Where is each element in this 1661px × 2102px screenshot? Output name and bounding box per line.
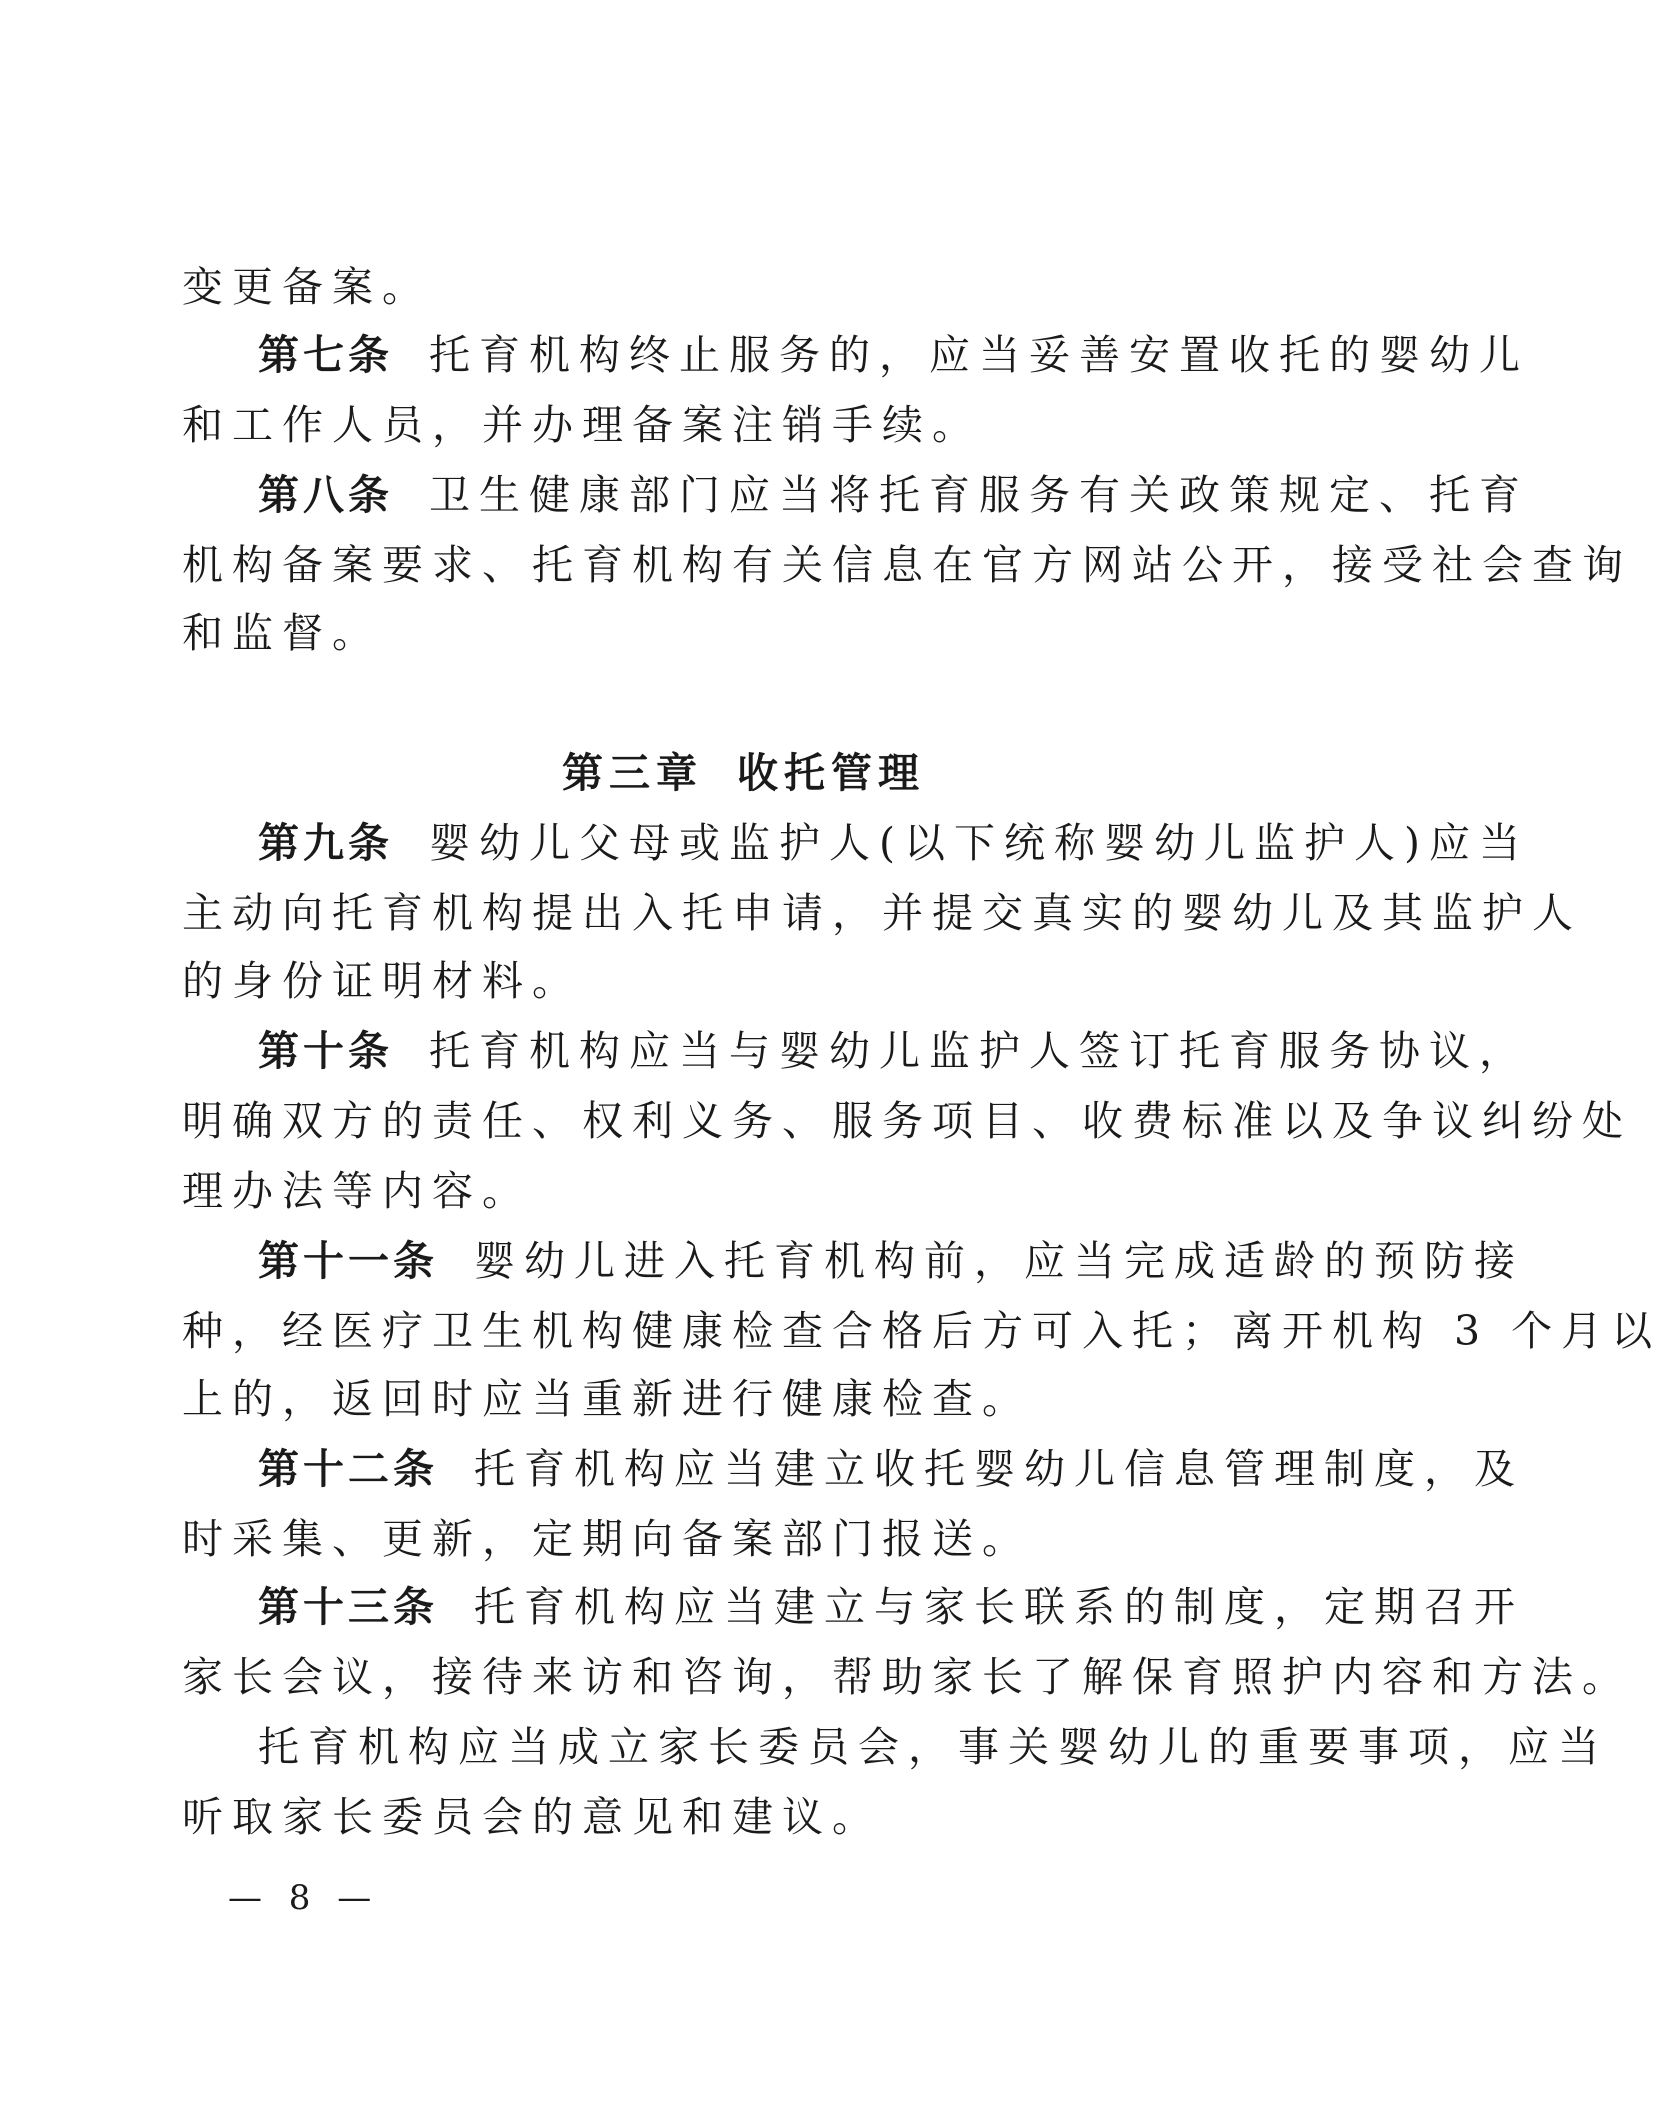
- line-text: 明确双方的责任、权利义务、服务项目、收费标准以及争议纠纷处: [182, 1097, 1632, 1145]
- body-line: [182, 540, 1632, 590]
- line-text: 的身份证明材料。: [182, 957, 582, 1005]
- page-number: — 8 —: [228, 1878, 380, 1918]
- chapter-heading: [0, 748, 1487, 798]
- line-text: 家长会议，接待来访和咨询，帮助家长了解保育照护内容和方法。: [182, 1653, 1632, 1701]
- chapter-number: 第三章: [562, 749, 703, 797]
- line-text: 变更备案。: [182, 263, 432, 311]
- body-line: [182, 1652, 1632, 1702]
- article-11-line: [258, 1236, 1524, 1286]
- body-line: [182, 1306, 1661, 1356]
- line-text: 和工作人员，并办理备案注销手续。: [182, 401, 982, 449]
- line-text: 托育机构应当与婴幼儿监护人签订托育服务协议，: [429, 1027, 1529, 1075]
- body-line: [182, 1166, 1322, 1216]
- line-text: 机构备案要求、托育机构有关信息在官方网站公开，接受社会查询: [182, 541, 1632, 589]
- line-text: 托育机构终止服务的，应当妥善安置收托的婴幼儿: [429, 331, 1529, 379]
- line-text: 和监督。: [182, 609, 382, 657]
- line-text: 时采集、更新，定期向备案部门报送。: [182, 1515, 1032, 1563]
- body-line: [182, 956, 1322, 1006]
- line-text: 听取家长委员会的意见和建议。: [182, 1793, 882, 1841]
- body-line: [182, 400, 1322, 450]
- article-number: 第十一条: [258, 1237, 438, 1285]
- article-9-line: [258, 818, 1529, 868]
- article-number: 第八条: [258, 471, 393, 519]
- article-number: 第十条: [258, 1027, 393, 1075]
- article-number: 第十二条: [258, 1445, 438, 1493]
- body-line: [182, 1096, 1632, 1146]
- article-number: 第七条: [258, 331, 393, 379]
- paragraph-first-line: [258, 1722, 1608, 1772]
- chapter-title: 收托管理: [737, 749, 925, 797]
- line-text: 托育机构应当成立家长委员会，事关婴幼儿的重要事项，应当: [258, 1723, 1608, 1771]
- body-line: [182, 1374, 1322, 1424]
- line-text: 卫生健康部门应当将托育服务有关政策规定、托育: [429, 471, 1529, 519]
- line-text: 种，经医疗卫生机构健康检查合格后方可入托；离开机构 3 个月以: [182, 1307, 1661, 1355]
- article-12-line: [258, 1444, 1524, 1494]
- article-number: 第十三条: [258, 1583, 438, 1631]
- line-text: 理办法等内容。: [182, 1167, 532, 1215]
- article-8-line: [258, 470, 1529, 520]
- body-line: [182, 262, 1322, 312]
- line-text: 婴幼儿进入托育机构前，应当完成适龄的预防接: [474, 1237, 1524, 1285]
- body-line: [182, 1514, 1322, 1564]
- line-text: 主动向托育机构提出入托申请，并提交真实的婴幼儿及其监护人: [182, 889, 1582, 937]
- line-text: 托育机构应当建立与家长联系的制度，定期召开: [474, 1583, 1524, 1631]
- body-line: [182, 608, 1322, 658]
- body-line: [182, 888, 1582, 938]
- article-13-line: [258, 1582, 1524, 1632]
- line-text: 上的，返回时应当重新进行健康检查。: [182, 1375, 1032, 1423]
- article-10-line: [258, 1026, 1529, 1076]
- body-line: [182, 1792, 1322, 1842]
- line-text: 婴幼儿父母或监护人(以下统称婴幼儿监护人)应当: [429, 819, 1529, 867]
- article-number: 第九条: [258, 819, 393, 867]
- line-text: 托育机构应当建立收托婴幼儿信息管理制度，及: [474, 1445, 1524, 1493]
- article-7-line: [258, 330, 1529, 380]
